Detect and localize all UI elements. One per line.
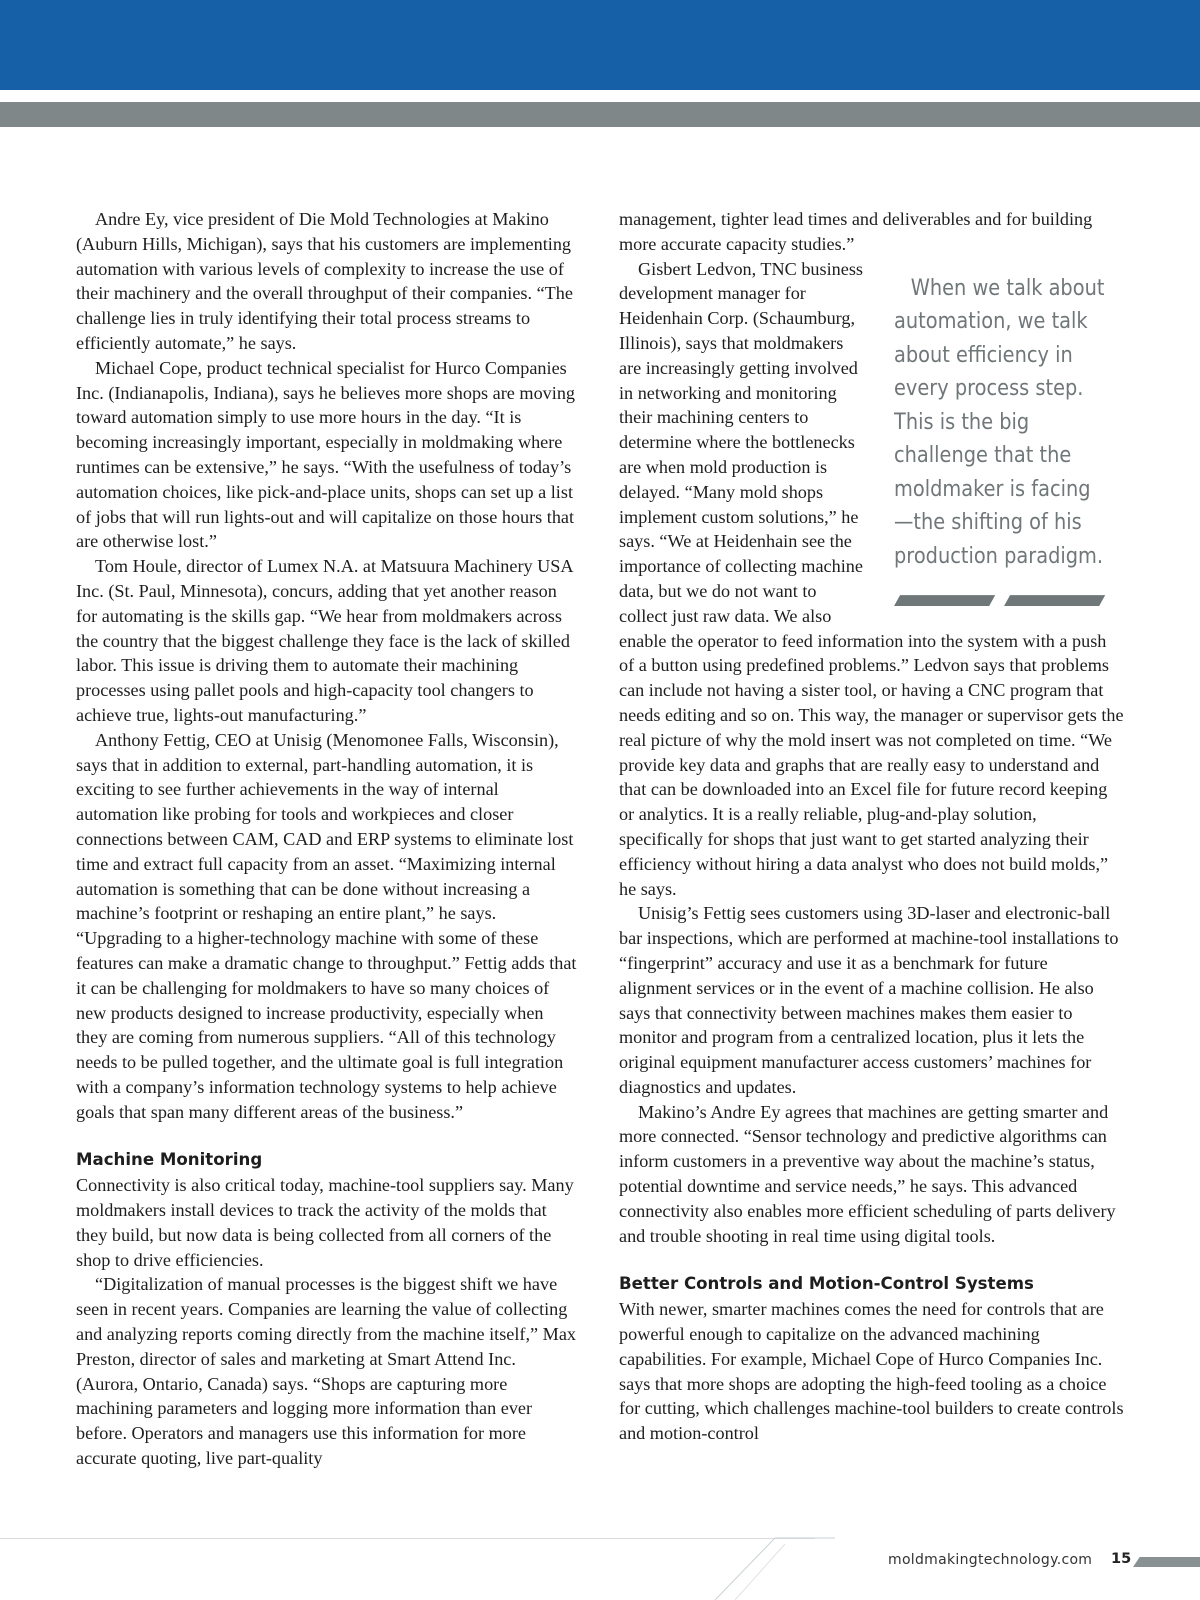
- paragraph-houle: Tom Houle, director of Lumex N.A. at Matsuura Machinery USA Inc. (St. Paul, Minnesota), concurs, adding that yet another reason for automating is the skills gap. “We hear from moldmakers across the country that the biggest challenge they face is the lack of skilled labor. This issue is driving them to automate their machining processes using pallet pools and high-capacity tool changers to achieve true, lights-out manufacturing.”: [76, 556, 573, 725]
- paragraph-cope: Michael Cope, product technical specialist for Hurco Companies Inc. (Indianapolis, Indiana), says he believes more shops are moving toward automation simply to use more hours in the day. “It is becoming increasingly important, especially in moldmaking where runtimes can be extensive,” he says. “With the usefulness of today’s automation choices, like pick-and-place units, shops can set up a list of jobs that will run lights-out and will capitalize on those hours that are otherwise lost.”: [76, 357, 576, 552]
- pull-quote-rule-left: [894, 595, 995, 606]
- page-number: 15: [1111, 1551, 1132, 1567]
- paragraph-ey-sensors: Makino’s Andre Ey agrees that machines are getting smarter and more connected. “Sensor technology and predictive algorithms can inform customers in a preventive way about the machine’s status, potential downtime and service needs,” he says. This advanced connectivity also enables more efficient scheduling of parts delivery and trouble shooting in real time using digital tools.: [619, 1101, 1116, 1246]
- paragraph-fettig-customers: Unisig’s Fettig sees customers using 3D-laser and electronic-ball bar inspections, which are performed at machine-tool installations to “fingerprint” accuracy and use it as a benchmark for future alignment services or in the event of a machine collision. He also says that connectivity between machines makes them easier to monitor and program from a centralized location, plus it lets the original equipment manufacturer access customers’ machines for diagnostics and updates.: [619, 903, 1119, 1097]
- heading-controls: Better Controls and Motion-Control Systems: [619, 1274, 1034, 1294]
- paragraph-continued: management, tighter lead times and deliverables and for building more accurate capacity studies.”: [619, 209, 1093, 254]
- pull-quote-text: When we talk about automation, we talk about efficiency in every process step. This is the big challenge that the moldmaker is facing—the shifting of his production paradigm.: [894, 275, 1105, 569]
- heading-machine-monitoring: Machine Monitoring: [76, 1150, 263, 1170]
- paragraph-controls: With newer, smarter machines comes the need for controls that are powerful enough to capitalize on the advanced machining capabilities. For example, Michael Cope of Hurco Companies Inc. says that more shops are adopting the high-feed tooling as a choice for cutting, which challenges machine-tool builders to create controls and motion-control: [619, 1299, 1124, 1444]
- footer-swoosh-graphic: [715, 1530, 835, 1600]
- header-grey-band: [0, 102, 1200, 127]
- right-column: [619, 207, 1124, 1446]
- paragraph-ledvon: Gisbert Ledvon, TNC business development manager for Heidenhain Corp. (Schaumburg, Illinois), says that moldmakers are increasingly getting involved in networking and monitoring their machining centers to determine where the bottlenecks are when mold production is delayed. “Many mold shops implement custom solutions,” he says. “We at Heidenhain see the importance of collecting machine data, but we do not want to collect just raw data. We also enable the operator to feed information into the system with a push of a button using predefined problems.” Ledvon says that problems can include not having a sister tool, or having a CNC program that needs editing and so on. This way, the manager or supervisor gets the real picture of why the mold insert was not completed on time. “We provide key data and graphs that are really easy to understand and that can be downloaded into an Excel file for future record keeping or analytics. It is a really reliable, plug-and-play solution, specifically for shops that just want to get started analyzing their efficiency without hiring a data analyst who does not build molds,” he says.: [619, 258, 1124, 899]
- paragraph-digitalization: “Digitalization of manual processes is the biggest shift we have seen in recent years. Companies are learning the value of collecting and analyzing reports coming directly from the machine itself,” Max Preston, director of sales and marketing at Smart Attend Inc. (Aurora, Ontario, Canada) says. “Shops are capturing more machining parameters and logging more information than ever before. Operators and managers use this information for more accurate quoting, live part-quality: [76, 1274, 576, 1469]
- pull-quote-rule-right: [1004, 595, 1105, 606]
- left-column: [76, 207, 578, 1471]
- footer-rule: [0, 1538, 815, 1539]
- paragraph-fettig: Anthony Fettig, CEO at Unisig (Menomonee Falls, Wisconsin), says that in addition to external, part-handling automation, it is exciting to see further achievements in the way of internal automation like probing for tools and workpieces and closer connections between CAM, CAD and ERP systems to eliminate lost time and extract full capacity from an asset. “Maximizing internal automation is something that can be done without increasing a machine’s footprint or reshaping an entire plant,” he says. “Upgrading to a higher-technology machine with some of these features can make a dramatic change to throughput.” Fettig adds that it can be challenging for moldmakers to have so many choices of new products designed to increase productivity, especially when they are coming from numerous suppliers. “All of this technology needs to be pulled together, and the ultimate goal is full integration with a company’s information technology systems to help achieve goals that span many different areas of the business.”: [76, 729, 577, 1122]
- paragraph-ey: Andre Ey, vice president of Die Mold Technologies at Makino (Auburn Hills, Michigan), says that his customers are implementing automation with various levels of complexity to increase the use of their machinery and the overall throughput of their companies. “The challenge lies in truly identifying their total process streams to efficiently automate,” he says.: [76, 209, 573, 353]
- paragraph-ledvon-lead: [619, 257, 1124, 902]
- pull-quote-rule: [894, 595, 1105, 606]
- paragraph-connectivity: Connectivity is also critical today, machine-tool suppliers say. Many moldmakers install devices to track the activity of the molds that they build, but now data is being collected from all corners of the shop to drive efficiencies.: [76, 1175, 574, 1270]
- footer-tab-graphic: [1133, 1557, 1200, 1567]
- header-blue-band: [0, 0, 1200, 90]
- footer-website[interactable]: moldmakingtechnology.com: [888, 1552, 1093, 1568]
- header-gap: [0, 90, 1200, 102]
- pull-quote-box: [894, 272, 1105, 607]
